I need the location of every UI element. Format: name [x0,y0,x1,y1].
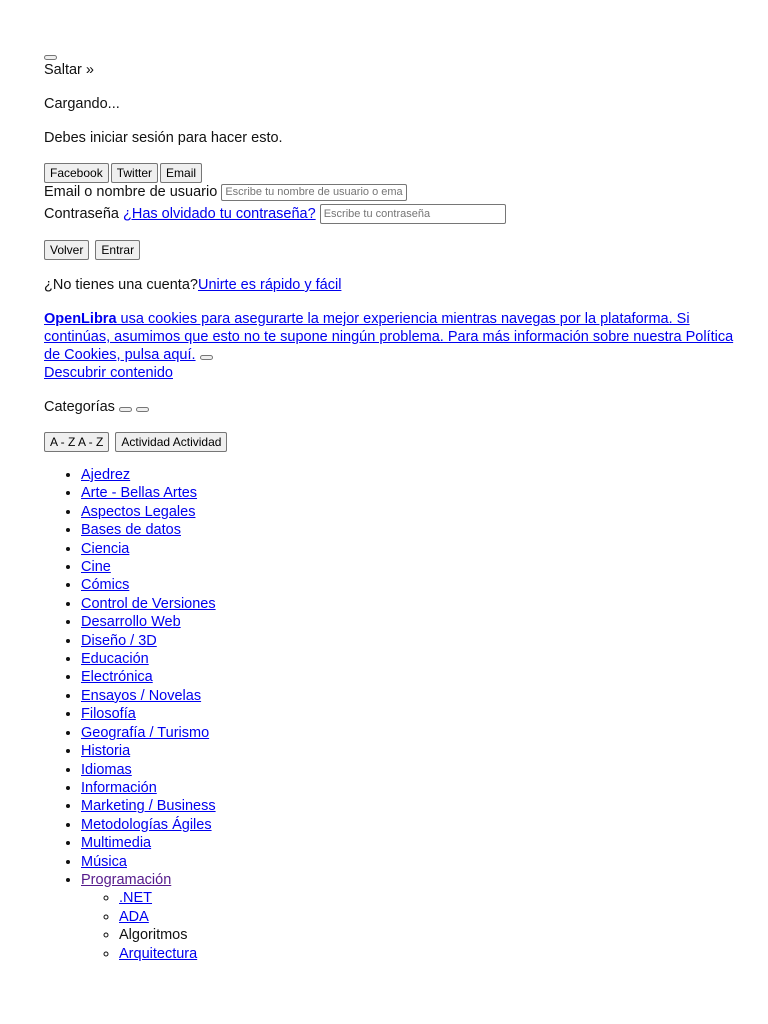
subcategory-item [119,926,734,944]
category-item [81,761,734,779]
category-item [81,632,734,650]
category-item-programacion [81,871,734,963]
category-item [81,540,734,558]
subcategory-link[interactable]: .NET [119,890,153,907]
category-link[interactable]: Diseño / 3D [81,632,157,649]
category-item [81,503,734,521]
no-account-text: ¿No tienes una cuenta? [44,277,198,293]
categories-list [44,466,734,963]
category-item [81,558,734,576]
category-link[interactable]: Ajedrez [81,467,131,483]
skip-section [44,55,734,79]
category-link[interactable]: Multimedia [81,835,152,852]
forgot-password-link[interactable]: ¿Has olvidado tu contraseña? [123,205,316,222]
cookie-notice [44,310,734,382]
category-item [81,724,734,742]
category-item [81,521,734,539]
subcategory-item [119,889,734,907]
join-link[interactable]: Unirte es rápido y fácil [197,277,342,293]
category-item [81,576,734,594]
subcategory-item [119,908,734,926]
categories-title: Categorías [44,399,115,415]
login-notice: Debes iniciar sesión para hacer esto. [44,130,283,146]
category-item [81,484,734,502]
subcategory-item [119,945,734,963]
category-link[interactable]: Música [81,853,127,870]
category-item [81,779,734,797]
category-item [81,595,734,613]
loading-text: Cargando... [44,96,120,112]
enter-button[interactable]: Entrar [95,240,140,260]
password-label: Contraseña [44,205,119,222]
email-button[interactable]: Email [160,163,202,183]
category-link[interactable]: Geografía / Turismo [81,724,210,741]
signup-prompt [44,276,734,294]
category-item [81,650,734,668]
category-item [81,466,734,484]
category-link[interactable]: Ensayos / Novelas [81,687,202,704]
category-link[interactable]: Educación [81,651,149,668]
category-link[interactable]: Electrónica [81,669,153,686]
category-item [81,742,734,760]
category-item [81,834,734,852]
category-item [81,816,734,834]
categories-expand-button[interactable] [136,407,149,412]
category-link[interactable]: Idiomas [81,761,132,778]
category-link-programacion[interactable]: Programación [81,871,172,888]
category-link[interactable]: Aspectos Legales [81,503,196,520]
category-link[interactable]: Ciencia [81,540,130,557]
category-item [81,853,734,871]
category-link[interactable]: Marketing / Business [81,798,216,815]
categories-header [44,398,734,416]
social-login-buttons [44,163,734,183]
facebook-button[interactable]: Facebook [44,163,109,183]
category-link[interactable]: Arte - Bellas Artes [81,485,198,502]
category-link[interactable]: Bases de datos [81,522,181,539]
category-link[interactable]: Cine [81,559,111,576]
category-item [81,797,734,815]
subcategories-list [81,889,734,963]
categories-collapse-button[interactable] [119,407,132,412]
category-link[interactable]: Información [81,779,157,796]
category-link[interactable]: Desarrollo Web [81,614,181,631]
back-button[interactable]: Volver [44,240,89,260]
page [44,55,734,963]
cookie-brand: OpenLibra [44,311,117,327]
login-actions [44,240,734,260]
category-item [81,613,734,631]
category-link[interactable]: Metodologías Ágiles [81,816,212,833]
category-link[interactable]: Cómics [81,577,130,594]
password-row [44,204,734,224]
category-link[interactable]: Historia [81,743,131,760]
cookie-text: usa cookies para asegurarte la mejor experiencia mientras navegas por la plataforma. Si continúas, asumimos que esto no te supone ningún problema. Para más información sobre nuestra Política de Cookies, pulsa aquí. [44,311,734,363]
skip-link[interactable]: Saltar » [44,62,94,78]
password-input[interactable] [320,204,506,224]
discover-content-link[interactable]: Descubrir contenido [44,365,173,381]
username-input[interactable] [221,184,407,201]
category-item [81,668,734,686]
category-item [81,705,734,723]
username-row [44,183,734,201]
subcategory-current: Algoritmos [119,927,188,944]
twitter-button[interactable]: Twitter [111,163,158,183]
skip-toggle-button[interactable] [44,55,57,60]
username-label: Email o nombre de usuario [44,184,218,200]
sort-az-button[interactable]: A - Z A - Z [44,432,109,452]
sort-activity-button[interactable]: Actividad Actividad [115,432,227,452]
sort-buttons [44,432,734,452]
category-link[interactable]: Filosofía [81,706,136,723]
category-item [81,687,734,705]
category-link[interactable]: Control de Versiones [81,595,216,612]
subcategory-link[interactable]: Arquitectura [119,945,198,962]
cookie-policy-link[interactable] [44,311,733,363]
subcategory-link[interactable]: ADA [119,908,149,925]
cookie-close-button[interactable] [200,355,213,360]
